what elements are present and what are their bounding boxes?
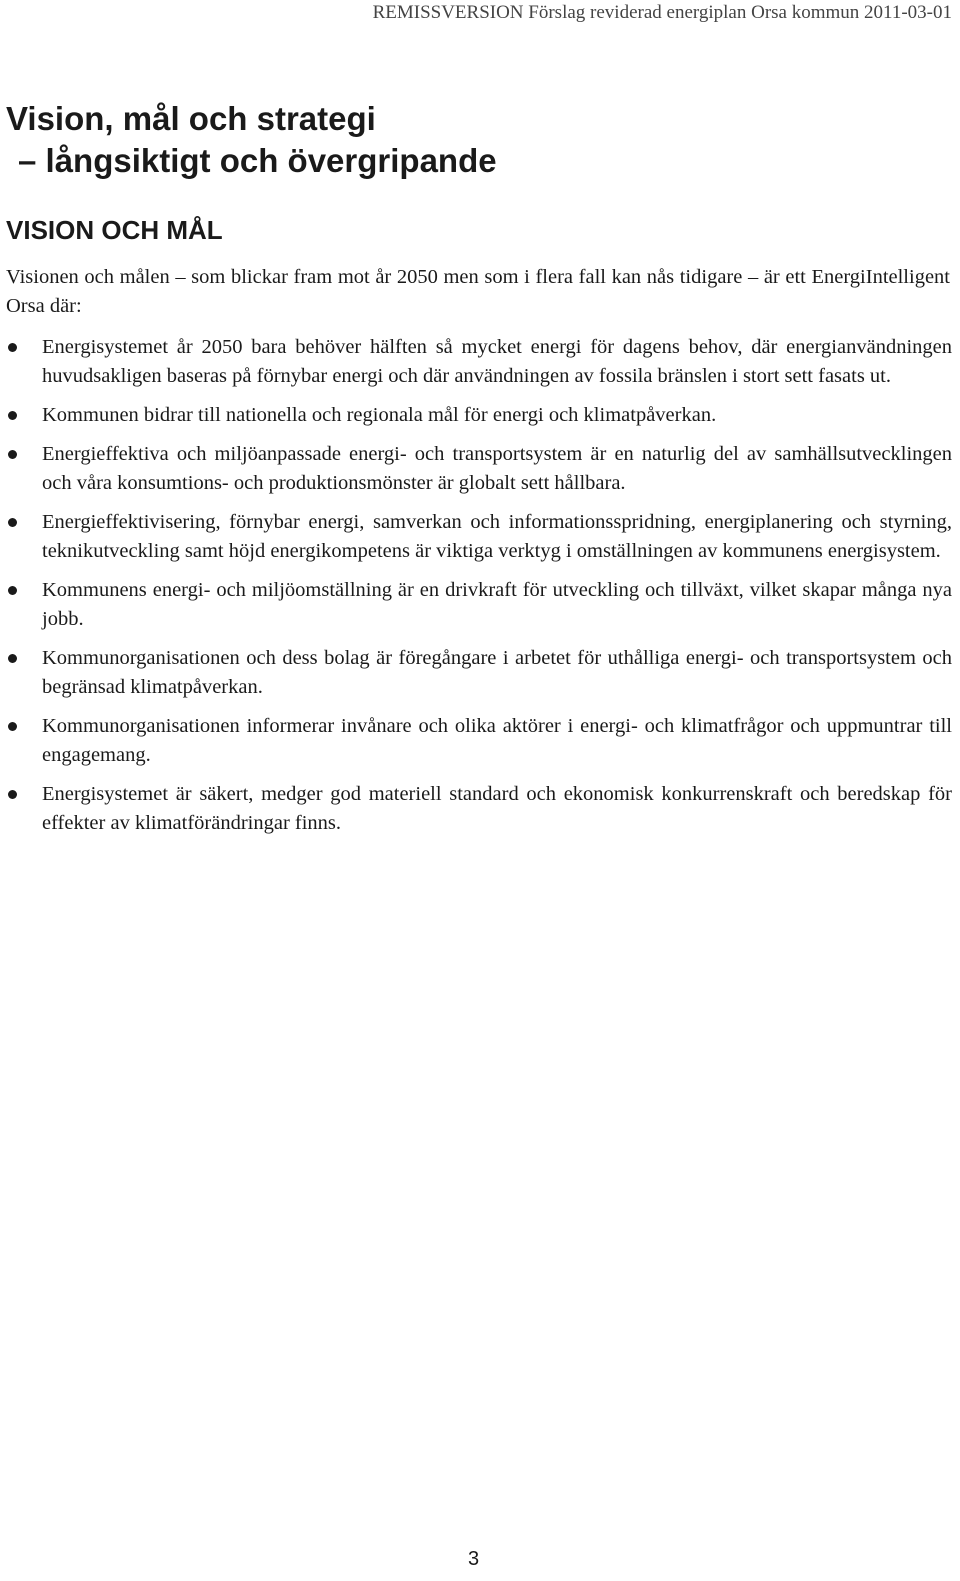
bullet-icon xyxy=(8,450,17,459)
list-item xyxy=(0,333,952,391)
list-item xyxy=(0,712,952,770)
list-item-text: Kommunorganisationen och dess bolag är föregångare i arbetet för uthålliga energi- och transportsystem och begränsad klimatpåverkan. xyxy=(42,647,952,698)
bullet-icon xyxy=(8,343,17,352)
list-item-text: Energisystemet är säkert, medger god materiell standard och ekonomisk konkurrenskraft och beredskap för effekter av klimatförändringar finns. xyxy=(42,783,952,834)
list-item xyxy=(0,576,952,634)
list-item-text: Kommunens energi- och miljöomställning är en drivkraft för utveckling och tillväxt, vilket skapar många nya jobb. xyxy=(42,579,952,630)
bullet-icon xyxy=(8,722,17,731)
bullet-icon xyxy=(8,586,17,595)
list-item-text: Kommunorganisationen informerar invånare och olika aktörer i energi- och klimatfrågor och uppmuntrar till engagemang. xyxy=(42,715,952,766)
list-item-text: Energieffektivisering, förnybar energi, samverkan och informationsspridning, energiplanering och styrning, teknikutveckling samt höjd energikompetens är viktiga verktyg i omställningen av kommunens energisystem. xyxy=(42,511,952,562)
list-item xyxy=(0,440,952,498)
list-item xyxy=(0,508,952,566)
list-item xyxy=(0,401,952,430)
intro-paragraph: Visionen och målen – som blickar fram mot år 2050 men som i flera fall kan nås tidigare – är ett EnergiIntelligent Orsa där: xyxy=(6,266,950,317)
bullet-icon xyxy=(8,411,17,420)
bullet-icon xyxy=(8,790,17,799)
list-item-text: Kommunen bidrar till nationella och regionala mål för energi och klimatpåverkan. xyxy=(42,404,717,426)
page-title xyxy=(6,98,946,182)
list-item-text: Energisystemet år 2050 bara behöver hälften så mycket energi för dagens behov, där energianvändningen huvudsakligen baseras på förnybar energi och där användningen av fossila bränslen i stort sett fasats ut. xyxy=(42,336,952,387)
section-heading: VISION OCH MÅL xyxy=(6,215,223,245)
bullet-icon xyxy=(8,518,17,527)
running-header: REMISSVERSION Förslag reviderad energiplan Orsa kommun 2011-03-01 xyxy=(372,2,952,23)
page-title-line-2: – långsiktigt och övergripande xyxy=(18,142,497,179)
bullet-icon xyxy=(8,654,17,663)
vision-goal-list xyxy=(0,333,952,848)
page-number: 3 xyxy=(468,1548,480,1570)
page-title-line-1: Vision, mål och strategi xyxy=(6,100,376,137)
list-item xyxy=(0,780,952,838)
list-item-text: Energieffektiva och miljöanpassade energi- och transportsystem är en naturlig del av samhällsutvecklingen och våra konsumtions- och produktionsmönster är globalt sett hållbara. xyxy=(42,443,952,494)
list-item xyxy=(0,644,952,702)
